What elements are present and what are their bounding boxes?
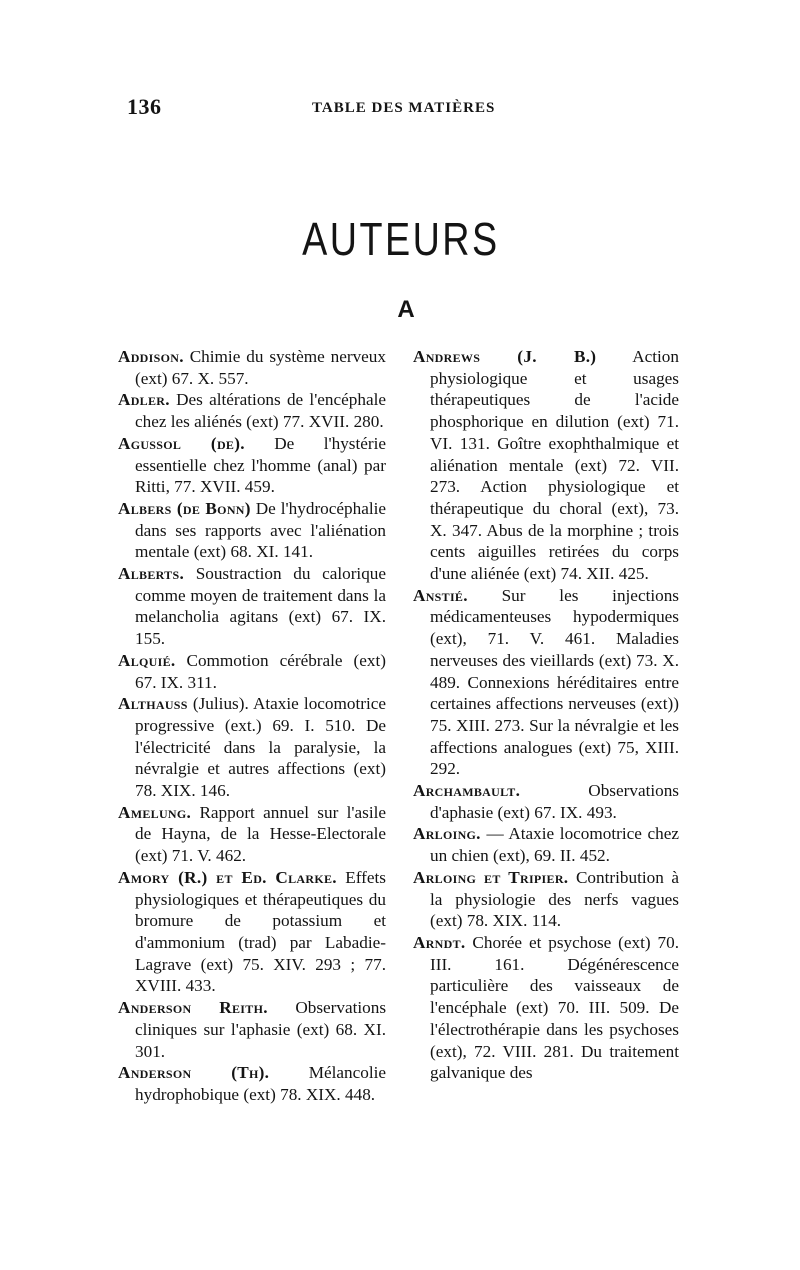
index-entry — [118, 802, 386, 867]
entry-text: Contribution à la physiologie des nerfs vagues (ext) 78. XIX. 114. — [430, 867, 680, 931]
entry-text: De l'hydrocéphalie dans ses rapports avec l'aliénation mentale (ext) 68. XI. 141. — [135, 498, 387, 562]
letter-heading: A — [397, 296, 415, 323]
index-entry — [118, 563, 386, 650]
index-entry — [413, 932, 679, 1084]
page-header — [120, 94, 680, 124]
index-entry — [413, 346, 679, 585]
entry-text: Mélancolie hydrophobique (ext) 78. XIX. 448. — [135, 1063, 386, 1104]
author-name: Amory (R.) et Ed. Clarke. — [118, 867, 337, 887]
author-name: Agussol (de). — [118, 433, 245, 453]
author-name: Anderson Reith. — [118, 998, 268, 1018]
running-title: TABLE DES MATIÈRES — [312, 100, 496, 116]
index-entry — [413, 585, 679, 780]
author-name: Arloing. — [413, 824, 481, 844]
entry-text: (Julius). Ataxie locomotrice progressive (ext.) 69. I. 510. De l'électricité dans la paralysie, la névralgie et autres affections (ext) 78. XIX. 146. — [135, 694, 387, 801]
author-name: Alquié. — [118, 650, 176, 670]
entry-text: Rapport annuel sur l'asile de Hayna, de la Hesse-Electorale (ext) 71. V. 462. — [135, 802, 387, 866]
entry-text: Des altérations de l'encéphale chez les aliénés (ext) 77. XVII. 280. — [135, 390, 386, 432]
section-title: AUTEURS — [302, 213, 500, 265]
author-name: Adler. — [118, 390, 170, 410]
index-entry — [118, 1062, 386, 1105]
index-entry — [413, 823, 679, 866]
right-column — [413, 346, 679, 1084]
index-entry — [118, 498, 386, 563]
entry-text: Commotion cérébrale (ext) 67. IX. 311. — [135, 650, 386, 692]
entry-text: Effets physiologiques et thérapeutiques du bromure de potassium et d'ammonium (trad) par Labadie-Lagrave (ext) 75. XIV. 293 ; 77. XVIII. 433. — [135, 867, 386, 996]
left-column — [118, 346, 386, 1106]
author-name: Addison. — [118, 347, 184, 366]
author-name: Andrews (J. B.) — [413, 347, 597, 366]
author-name: Archambault. — [413, 781, 521, 801]
page-number: 136 — [127, 94, 162, 119]
index-entry — [118, 867, 386, 997]
author-name: Amelung. — [118, 802, 192, 822]
author-name: Alberts. — [118, 564, 185, 584]
index-entry — [118, 997, 386, 1062]
entry-text: Chorée et psychose (ext) 70. III. 161. Dégénérescence particulière des vaisseaux de l'encéphale (ext) 70. III. 509. De l'électrothérapie dans les psychoses (ext), 72. VIII. 281. Du traitement galvanique des — [430, 932, 679, 1083]
index-entry — [118, 693, 386, 802]
index-entry — [118, 650, 386, 693]
index-entry — [118, 389, 386, 432]
author-name: Albers (de Bonn) — [118, 498, 251, 518]
entry-text: Sur les injections médicamenteuses hypodermiques (ext), 71. V. 461. Maladies nerveuses des vieillards (ext) 73. X. 489. Connexions héréditaires entre certaines affections nerveuses (ext)) 75. XIII. 273. Sur la névralgie et les affections analogues (ext) 75, XIII. 292. — [430, 585, 679, 779]
author-name: Arndt. — [413, 932, 466, 952]
author-name: Anderson (Th). — [118, 1063, 270, 1083]
author-name: Anstié. — [413, 585, 468, 605]
index-entry — [413, 867, 679, 932]
entry-text: Soustraction du calorique comme moyen de traitement dans la melancholia agitans (ext) 67. IX. 155. — [135, 564, 387, 649]
entry-text: — Ataxie locomotrice chez un chien (ext), 69. II. 452. — [430, 824, 680, 866]
index-entry — [118, 346, 386, 389]
entry-text: De l'hystérie essentielle chez l'homme (anal) par Ritti, 77. XVII. 459. — [135, 433, 387, 497]
index-entry — [118, 433, 386, 498]
author-name: Althauss — [118, 694, 188, 714]
entry-text: Action physiologique et usages thérapeutiques de l'acide phosphorique en dilution (ext) 71. VI. 131. Goître exophthalmique et aliénation mentale (ext) 72. VII. 273. Action physiologique et thérapeutique du choral (ext), 73. X. 347. Abus de la morphine ; trois cents aiguilles retirées du corps d'une aliénée (ext) 74. XII. 425. — [430, 347, 679, 584]
entry-text: Observations cliniques sur l'aphasie (ext) 68. XI. 301. — [135, 998, 387, 1061]
author-name: Arloing et Tripier. — [413, 867, 569, 887]
entry-text: Chimie du système nerveux (ext) 67. X. 557. — [135, 347, 386, 388]
entry-text: Observations d'aphasie (ext) 67. IX. 493. — [430, 781, 679, 822]
index-entry — [413, 780, 679, 823]
